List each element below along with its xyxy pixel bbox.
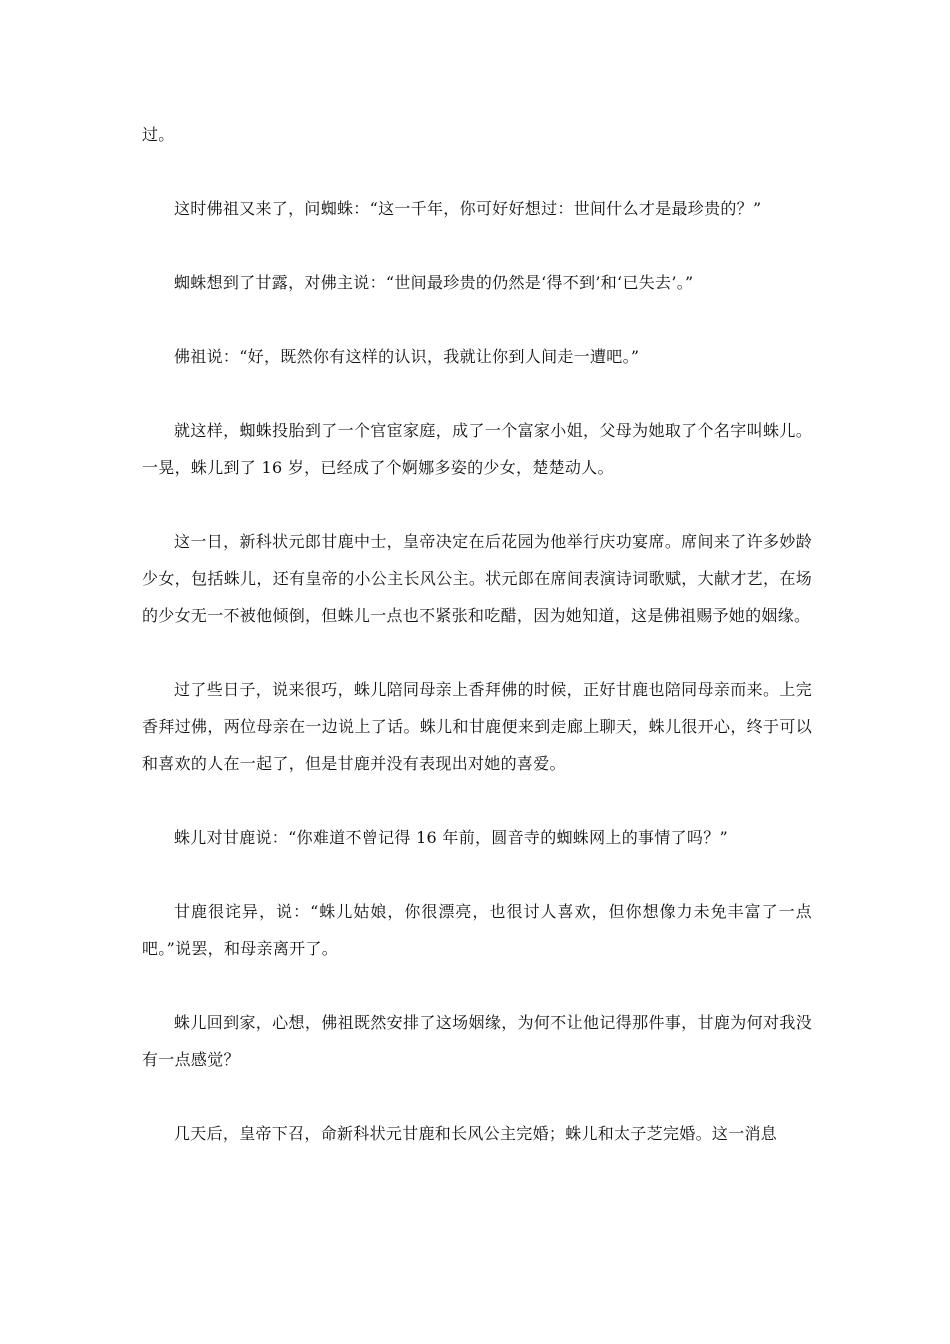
paragraph: 佛祖说：“好，既然你有这样的认识，我就让你到人间走一遭吧。” bbox=[174, 347, 640, 366]
paragraph: 蛛儿对甘鹿说：“你难道不曾记得 16 年前，圆音寺的蜘蛛网上的事情了吗？” bbox=[174, 828, 728, 847]
paragraph: 这一日，新科状元郎甘鹿中士，皇帝决定在后花园为他举行庆功宴席。席间来了许多妙龄少女，包括蛛儿，还有皇帝的小公主长风公主。状元郎在席间表演诗词歌赋，大献才艺，在场的少女无一不被他倾倒，但蛛儿一点也不紧张和吃醋，因为她知道，这是佛祖赐予她的姻缘。 bbox=[142, 532, 812, 625]
paragraph: 就这样，蜘蛛投胎到了一个官宦家庭，成了一个富家小姐，父母为她取了个名字叫蛛儿。一晃，蛛儿到了 16 岁，已经成了个婀娜多姿的少女，楚楚动人。 bbox=[142, 421, 812, 477]
paragraph: 这时佛祖又来了，问蜘蛛：“这一千年，你可好好想过：世间什么才是最珍贵的？” bbox=[174, 199, 762, 218]
body-text bbox=[142, 116, 812, 1189]
paragraph-continuation: 过。 bbox=[142, 125, 175, 144]
paragraph: 甘鹿很诧异，说：“蛛儿姑娘，你很漂亮，也很讨人喜欢，但你想像力未免丰富了一点吧。”说罢，和母亲离开了。 bbox=[142, 902, 812, 958]
paragraph: 蛛儿回到家，心想，佛祖既然安排了这场姻缘，为何不让他记得那件事，甘鹿为何对我没有一点感觉？ bbox=[142, 1013, 812, 1069]
paragraph: 几天后，皇帝下召，命新科状元甘鹿和长风公主完婚；蛛儿和太子芝完婚。这一消息 bbox=[174, 1124, 778, 1143]
paragraph: 过了些日子，说来很巧，蛛儿陪同母亲上香拜佛的时候，正好甘鹿也陪同母亲而来。上完香拜过佛，两位母亲在一边说上了话。蛛儿和甘鹿便来到走廊上聊天，蛛儿很开心，终于可以和喜欢的人在一起了，但是甘鹿并没有表现出对她的喜爱。 bbox=[142, 680, 812, 773]
paragraph: 蜘蛛想到了甘露，对佛主说：“世间最珍贵的仍然是‘得不到’和‘已失去’。” bbox=[174, 273, 694, 292]
